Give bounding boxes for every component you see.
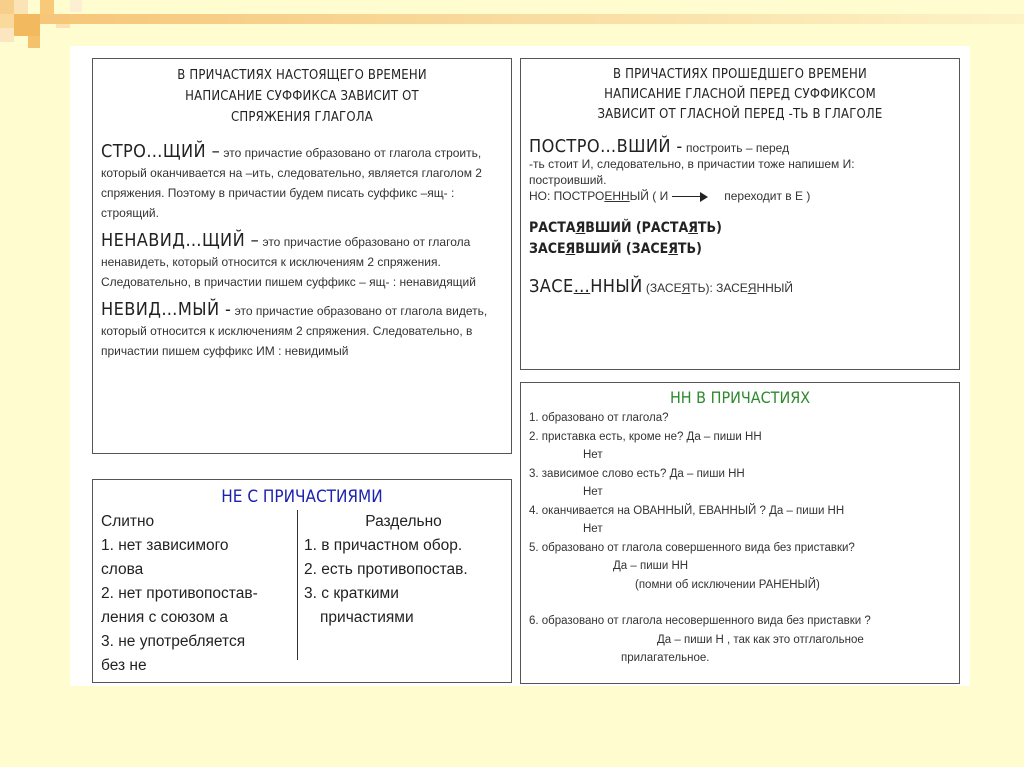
rule-entry	[101, 231, 503, 292]
exception-line: НО: ПОСТРОЕННЫЙ ( И переходит в Е )	[529, 189, 811, 203]
decor-square	[0, 0, 14, 14]
decor-square	[14, 14, 40, 36]
example-line: ЗАСЕЯВШИЙ (ЗАСЕЯТЬ)	[529, 241, 702, 257]
entry-term: СТРО…ЩИЙ –	[101, 141, 221, 162]
decor-square	[0, 14, 14, 28]
column-together: Слитно 1. нет зависимого слова 2. нет противопостав- ления с союзом а 3. не употребляется без не	[101, 510, 288, 678]
slide-content	[70, 46, 970, 686]
entry-text: это причастие образовано от глагола ненавидеть, который относится к исключениям 2 спряжения. Следовательно, в причастии пишем суффикс – ящ- : ненавидящий	[101, 235, 476, 289]
two-column-table	[101, 510, 503, 678]
nn-in-participles-box	[520, 382, 960, 684]
ne-with-participles-box	[92, 479, 512, 683]
decor-square	[40, 0, 54, 14]
example-line: ЗАСЕ…ННЫЙ (ЗАСЕЯТЬ): ЗАСЕЯННЫЙ	[529, 276, 794, 297]
decor-square	[14, 0, 28, 14]
rule-entry	[101, 142, 503, 223]
top-decor-bar	[40, 14, 1024, 24]
entry-term: НЕВИД…МЫЙ -	[101, 299, 232, 320]
column-header: Раздельно	[365, 513, 442, 530]
present-participles-box	[92, 58, 512, 454]
decor-square	[28, 36, 40, 48]
entry-text: построить – перед	[686, 141, 790, 155]
arrow-right-icon	[672, 192, 708, 202]
column-header: Слитно	[101, 513, 155, 530]
past-participles-box	[520, 58, 960, 370]
examples	[529, 218, 951, 260]
decor-square	[70, 0, 82, 12]
rule-entry: ПОСТРО…ВШИЙ - построить – перед -ть стоит И, следовательно, в причастии тоже напишем И: построивший. НО: ПОСТРОЕННЫЙ ( И переходит в Е )	[529, 139, 951, 204]
example-line: РАСТАЯВШИЙ (РАСТАЯТЬ)	[529, 220, 722, 236]
entry-text: это причастие образовано от глагола видеть, который относится к исключениям 2 спряжения. Следовательно, в причастии пишем суффикс ИМ : невидимый	[101, 304, 488, 358]
rule-entry	[101, 300, 503, 361]
box-heading: В ПРИЧАСТИЯХ ПРОШЕДШЕГО ВРЕМЕНИ НАПИСАНИЕ ГЛАСНОЙ ПЕРЕД СУФФИКСОМ ЗАВИСИТ ОТ ГЛАСНОЙ ПЕРЕД -ТЬ В ГЛАГОЛЕ	[597, 67, 883, 122]
box-heading: В ПРИЧАСТИЯХ НАСТОЯЩЕГО ВРЕМЕНИ НАПИСАНИЕ СУФФИКСА ЗАВИСИТ ОТ СПРЯЖЕНИЯ ГЛАГОЛА	[177, 68, 427, 125]
decor-square	[0, 28, 14, 42]
box-title: НН В ПРИЧАСТИЯХ	[669, 388, 811, 407]
rules-list: 1. образовано от глагола? 2. приставка есть, кроме не? Да – пиши НН Нет 3. зависимое слово есть? Да – пиши НН Нет 4. оканчивается на ОВАННЫЙ, ЕВАННЫЙ ? Да – пиши НН Нет 5. образовано от глагола совершенного вида без приставки? Да – пиши НН (помни об исключении РАНЕНЫЙ) 6. образовано от глагола несовершенного вида без приставки ? Да – пиши Н , так как это отглагольное прилагательное.	[529, 412, 871, 664]
entry-term: ПОСТРО…ВШИЙ -	[529, 136, 683, 157]
column-divider	[297, 510, 298, 660]
box-title: НЕ С ПРИЧАСТИЯМИ	[221, 487, 383, 507]
entry-term: НЕНАВИД…ЩИЙ –	[101, 230, 260, 251]
entry-text: это причастие образовано от глагола строить, который оканчивается на –ить, следовательно, является глаголом 2 спряжения. Поэтому в причастии будем писать суффикс –ящ- : строящий.	[101, 146, 482, 220]
column-separate: Раздельно 1. в причастном обор. 2. есть противопостав. 3. с краткими причастиями	[288, 510, 503, 678]
